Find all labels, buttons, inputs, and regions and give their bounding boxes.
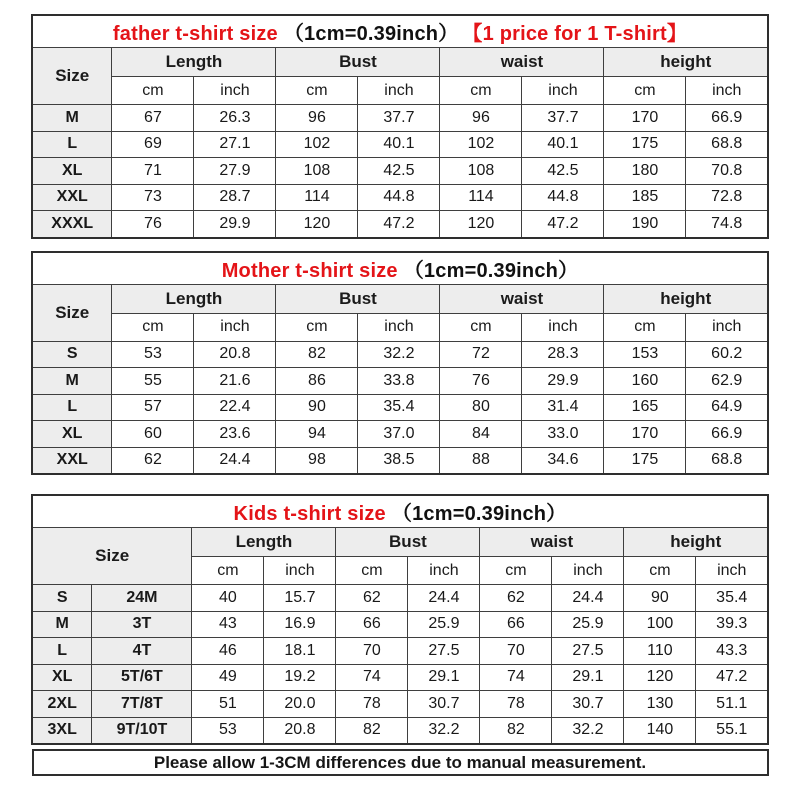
measurement-value-cell: 170 [604,105,686,132]
measurement-value-cell: 67 [112,105,194,132]
measurement-value-cell: 94 [276,421,358,448]
measurement-value-cell: 74 [480,664,552,691]
unit-header: cm [480,557,552,585]
measurement-value-cell: 27.1 [194,131,276,158]
mother-group-header-row [32,284,768,313]
measurement-value-cell: 19.2 [264,664,336,691]
size-label-cell: 9T/10T [92,717,192,744]
table-row [32,158,768,185]
measurement-value-cell: 98 [276,447,358,474]
size-label-cell: M [32,368,112,395]
measurement-value-cell: 66 [336,611,408,638]
measurement-value-cell: 68.8 [686,131,768,158]
mother-title-cell [32,252,768,285]
measurement-value-cell: 88 [440,447,522,474]
kids-size-table [31,494,769,745]
measurement-value-cell: 71 [112,158,194,185]
measurement-value-cell: 29.9 [194,211,276,238]
measurement-value-cell: 78 [336,691,408,718]
measurement-value-cell: 55.1 [696,717,768,744]
size-label-cell: M [32,105,112,132]
measurement-value-cell: 96 [440,105,522,132]
size-column-header: Size [32,48,112,105]
measurement-value-cell: 120 [624,664,696,691]
bust-column-header: Bust [276,284,440,313]
measurement-value-cell: 76 [112,211,194,238]
measurement-value-cell: 27.5 [408,638,480,665]
measurement-value-cell: 47.2 [522,211,604,238]
measurement-value-cell: 32.2 [408,717,480,744]
length-column-header: Length [192,528,336,557]
length-column-header: Length [112,48,276,77]
measurement-value-cell: 74.8 [686,211,768,238]
measurement-value-cell: 32.2 [552,717,624,744]
size-label-cell: 3T [92,611,192,638]
measurement-value-cell: 22.4 [194,394,276,421]
measurement-value-cell: 114 [276,184,358,211]
unit-header: inch [686,77,768,105]
measurement-value-cell: 72 [440,341,522,368]
measurement-value-cell: 20.0 [264,691,336,718]
table-row [32,105,768,132]
measurement-value-cell: 24.4 [408,585,480,612]
mother-title-row [32,252,768,285]
measurement-note-box [32,749,769,776]
measurement-value-cell: 190 [604,211,686,238]
measurement-value-cell: 70 [480,638,552,665]
unit-header: inch [194,77,276,105]
measurement-value-cell: 25.9 [408,611,480,638]
measurement-value-cell: 102 [276,131,358,158]
measurement-value-cell: 46 [192,638,264,665]
size-column-header: Size [32,284,112,341]
size-label-cell: S [32,341,112,368]
measurement-value-cell: 20.8 [194,341,276,368]
size-label-cell: L [32,131,112,158]
unit-header: inch [358,77,440,105]
measurement-value-cell: 33.0 [522,421,604,448]
table-row [32,717,768,744]
unit-header: cm [440,313,522,341]
measurement-value-cell: 114 [440,184,522,211]
size-label-cell: XXXL [32,211,112,238]
father-price-note: 【1 price for 1 T-shirt】 [472,23,688,45]
table-row [32,421,768,448]
measurement-value-cell: 38.5 [358,447,440,474]
measurement-value-cell: 28.7 [194,184,276,211]
bust-column-header: Bust [336,528,480,557]
waist-column-header: waist [480,528,624,557]
measurement-value-cell: 84 [440,421,522,448]
height-column-header: height [624,528,768,557]
kids-unit-note: （1cm=0.39inch） [391,503,567,525]
size-label-cell: XXL [32,447,112,474]
measurement-value-cell: 28.3 [522,341,604,368]
measurement-value-cell: 18.1 [264,638,336,665]
measurement-value-cell: 37.7 [522,105,604,132]
waist-column-header: waist [440,48,604,77]
measurement-value-cell: 35.4 [358,394,440,421]
size-label-cell: XL [32,664,92,691]
height-column-header: height [604,284,768,313]
measurement-value-cell: 16.9 [264,611,336,638]
measurement-value-cell: 70 [336,638,408,665]
measurement-value-cell: 72.8 [686,184,768,211]
measurement-value-cell: 26.3 [194,105,276,132]
size-label-cell: XL [32,158,112,185]
measurement-value-cell: 53 [112,341,194,368]
measurement-note: Please allow 1-3CM differences due to manual measurement. [153,752,647,772]
measurement-value-cell: 66.9 [686,421,768,448]
size-label-cell: M [32,611,92,638]
measurement-value-cell: 180 [604,158,686,185]
measurement-value-cell: 170 [604,421,686,448]
measurement-value-cell: 20.8 [264,717,336,744]
measurement-value-cell: 160 [604,368,686,395]
measurement-value-cell: 80 [440,394,522,421]
unit-header: inch [696,557,768,585]
measurement-value-cell: 30.7 [408,691,480,718]
unit-header: cm [276,77,358,105]
measurement-value-cell: 96 [276,105,358,132]
measurement-value-cell: 24.4 [552,585,624,612]
measurement-value-cell: 90 [276,394,358,421]
measurement-value-cell: 31.4 [522,394,604,421]
measurement-value-cell: 62.9 [686,368,768,395]
measurement-value-cell: 29.9 [522,368,604,395]
table-row [32,447,768,474]
measurement-value-cell: 47.2 [696,664,768,691]
size-column-header: Size [32,528,192,585]
table-row [32,368,768,395]
size-label-cell: 24M [92,585,192,612]
measurement-value-cell: 44.8 [522,184,604,211]
mother-table-title: Mother t-shirt size [221,259,398,282]
measurement-value-cell: 69 [112,131,194,158]
father-unit-note: （1cm=0.39inch） [283,23,459,45]
measurement-value-cell: 33.8 [358,368,440,395]
table-gap [0,475,800,494]
measurement-value-cell: 100 [624,611,696,638]
table-row [32,638,768,665]
measurement-value-cell: 51.1 [696,691,768,718]
measurement-value-cell: 35.4 [696,585,768,612]
unit-header: cm [336,557,408,585]
measurement-value-cell: 82 [480,717,552,744]
measurement-value-cell: 42.5 [522,158,604,185]
unit-header: cm [604,313,686,341]
measurement-value-cell: 29.1 [408,664,480,691]
father-title-row [32,15,768,48]
waist-column-header: waist [440,284,604,313]
unit-header: cm [112,313,194,341]
measurement-value-cell: 27.9 [194,158,276,185]
measurement-value-cell: 74 [336,664,408,691]
measurement-value-cell: 42.5 [358,158,440,185]
unit-header: inch [408,557,480,585]
measurement-value-cell: 108 [440,158,522,185]
measurement-value-cell: 102 [440,131,522,158]
size-label-cell: S [32,585,92,612]
unit-header: inch [358,313,440,341]
measurement-value-cell: 32.2 [358,341,440,368]
measurement-value-cell: 82 [336,717,408,744]
unit-header: inch [522,77,604,105]
mother-units-row [32,313,768,341]
unit-header: inch [686,313,768,341]
measurement-value-cell: 66 [480,611,552,638]
measurement-value-cell: 165 [604,394,686,421]
measurement-value-cell: 24.4 [194,447,276,474]
size-label-cell: 4T [92,638,192,665]
father-units-row [32,77,768,105]
measurement-value-cell: 62 [480,585,552,612]
size-label-cell: L [32,394,112,421]
length-column-header: Length [112,284,276,313]
kids-title-cell [32,495,768,528]
size-label-cell: 5T/6T [92,664,192,691]
measurement-value-cell: 108 [276,158,358,185]
measurement-value-cell: 43.3 [696,638,768,665]
measurement-value-cell: 66.9 [686,105,768,132]
measurement-value-cell: 64.9 [686,394,768,421]
unit-header: inch [264,557,336,585]
measurement-value-cell: 40.1 [358,131,440,158]
measurement-value-cell: 68.8 [686,447,768,474]
table-row [32,585,768,612]
measurement-value-cell: 15.7 [264,585,336,612]
measurement-value-cell: 43 [192,611,264,638]
size-label-cell: L [32,638,92,665]
measurement-value-cell: 34.6 [522,447,604,474]
measurement-value-cell: 90 [624,585,696,612]
measurement-value-cell: 37.0 [358,421,440,448]
size-label-cell: 2XL [32,691,92,718]
table-row [32,394,768,421]
measurement-value-cell: 86 [276,368,358,395]
measurement-value-cell: 110 [624,638,696,665]
unit-header: cm [604,77,686,105]
table-row [32,691,768,718]
measurement-value-cell: 51 [192,691,264,718]
measurement-value-cell: 185 [604,184,686,211]
kids-title-row [32,495,768,528]
measurement-value-cell: 70.8 [686,158,768,185]
table-row [32,611,768,638]
measurement-value-cell: 175 [604,447,686,474]
measurement-value-cell: 55 [112,368,194,395]
measurement-value-cell: 175 [604,131,686,158]
measurement-value-cell: 130 [624,691,696,718]
measurement-value-cell: 60.2 [686,341,768,368]
table-row [32,184,768,211]
measurement-value-cell: 120 [276,211,358,238]
measurement-value-cell: 37.7 [358,105,440,132]
measurement-value-cell: 78 [480,691,552,718]
measurement-value-cell: 27.5 [552,638,624,665]
unit-header: inch [552,557,624,585]
kids-table-title: Kids t-shirt size [233,503,386,525]
measurement-value-cell: 60 [112,421,194,448]
measurement-value-cell: 62 [112,447,194,474]
size-label-cell: XL [32,421,112,448]
unit-header: inch [194,313,276,341]
measurement-value-cell: 140 [624,717,696,744]
measurement-value-cell: 57 [112,394,194,421]
unit-header: cm [624,557,696,585]
measurement-value-cell: 23.6 [194,421,276,448]
size-label-cell: 3XL [32,717,92,744]
measurement-value-cell: 29.1 [552,664,624,691]
bust-column-header: Bust [276,48,440,77]
measurement-value-cell: 76 [440,368,522,395]
measurement-value-cell: 120 [440,211,522,238]
measurement-value-cell: 39.3 [696,611,768,638]
father-title-cell [32,15,768,48]
table-row [32,664,768,691]
measurement-value-cell: 47.2 [358,211,440,238]
mother-unit-note: （1cm=0.39inch） [403,259,579,282]
measurement-value-cell: 49 [192,664,264,691]
measurement-value-cell: 25.9 [552,611,624,638]
unit-header: cm [192,557,264,585]
kids-group-header-row [32,528,768,557]
table-gap [0,239,800,251]
unit-header: cm [276,313,358,341]
measurement-value-cell: 44.8 [358,184,440,211]
measurement-value-cell: 21.6 [194,368,276,395]
mother-size-table [31,251,769,476]
measurement-value-cell: 30.7 [552,691,624,718]
unit-header: cm [440,77,522,105]
father-group-header-row [32,48,768,77]
measurement-value-cell: 40.1 [522,131,604,158]
height-column-header: height [604,48,768,77]
measurement-value-cell: 82 [276,341,358,368]
table-row [32,341,768,368]
unit-header: cm [112,77,194,105]
measurement-value-cell: 73 [112,184,194,211]
measurement-value-cell: 62 [336,585,408,612]
unit-header: inch [522,313,604,341]
measurement-value-cell: 53 [192,717,264,744]
measurement-value-cell: 40 [192,585,264,612]
father-table-title: father t-shirt size [112,23,278,45]
size-label-cell: 7T/8T [92,691,192,718]
table-row [32,211,768,238]
size-label-cell: XXL [32,184,112,211]
father-size-table [31,14,769,239]
table-row [32,131,768,158]
measurement-value-cell: 153 [604,341,686,368]
